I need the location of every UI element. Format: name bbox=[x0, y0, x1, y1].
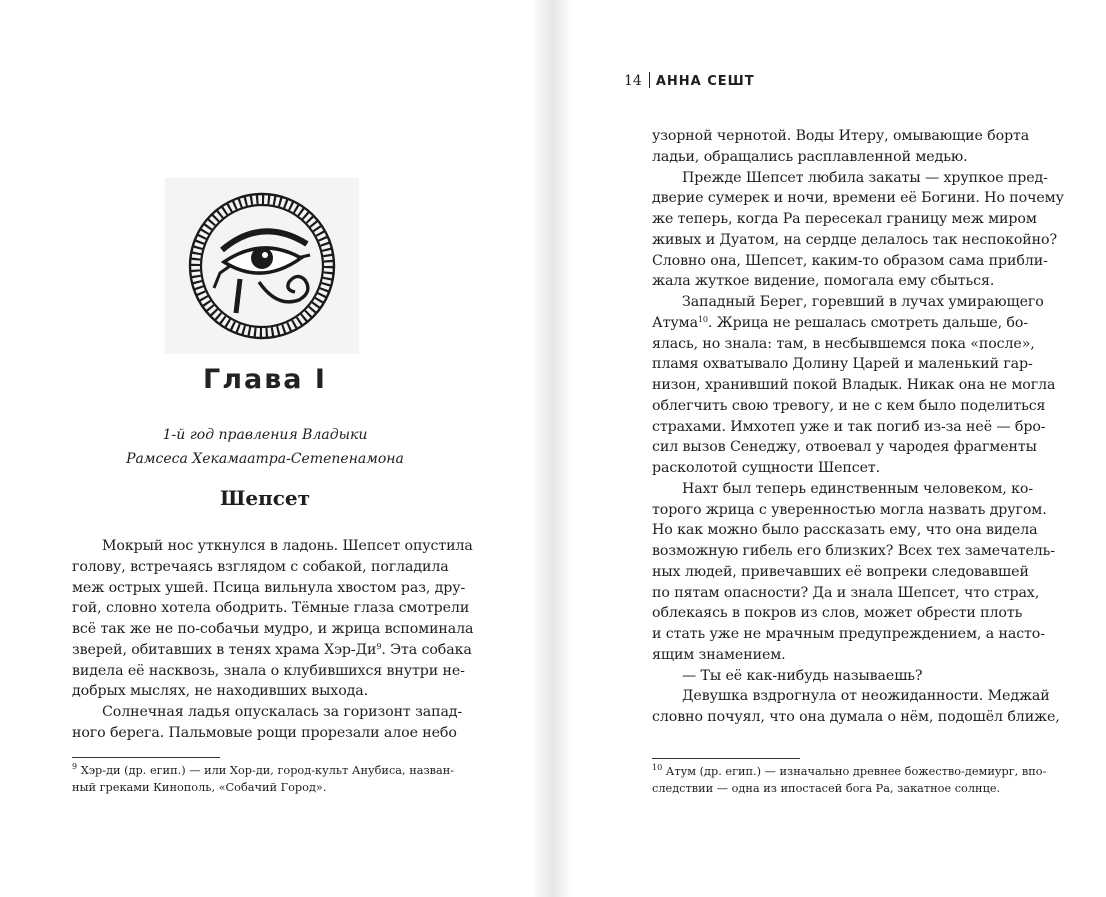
footnote-line: следствии — одна из ипостасей бога Ра, закатное солнце. bbox=[652, 782, 1001, 795]
text-line: пламя охватывало Долину Царей и маленький гар- bbox=[652, 356, 1033, 373]
text-line: Словно она, Шепсет, каким-то образом сама прибли- bbox=[652, 252, 1048, 269]
right-body-text bbox=[652, 126, 1064, 728]
footnote-ref: 9 bbox=[376, 641, 382, 651]
footnote-number: 9 bbox=[72, 762, 78, 771]
running-head bbox=[624, 72, 755, 89]
text-line: — Ты её как-нибудь называешь? bbox=[682, 667, 923, 684]
chapter-emblem bbox=[165, 178, 359, 354]
eye-of-horus-icon bbox=[177, 178, 347, 348]
footnote-divider bbox=[652, 758, 800, 759]
footnote-number: 10 bbox=[652, 763, 663, 772]
text-line: ного берега. Пальмовые рощи прорезали алое небо bbox=[72, 724, 457, 741]
text-line: дверие сумерек и ночи, времени её Богини. Но почему bbox=[652, 190, 1064, 207]
gutter-shadow bbox=[531, 0, 553, 897]
text-segment: зверей, обитавших в тенях храма Хэр-Ди bbox=[72, 641, 377, 658]
footnote-text: Хэр-ди (др. егип.) — или Хор-ди, город-культ Анубиса, назван- bbox=[80, 764, 455, 777]
footnote-line bbox=[72, 762, 455, 779]
text-line: Но как можно было рассказать ему, что она видела bbox=[652, 522, 1038, 539]
text-line: возможную гибель его близких? Всех тех замечатель- bbox=[652, 543, 1055, 559]
text-line: Нахт был теперь единственным человеком, ко- bbox=[682, 480, 1034, 497]
author-name: АННА СЕШТ bbox=[655, 74, 755, 89]
footnote bbox=[72, 762, 455, 796]
footnote-ref: 10 bbox=[697, 314, 708, 324]
chapter-title: Глава I bbox=[203, 364, 327, 395]
subtitle-line: Рамсеса Хекамаатра-Сетепенамона bbox=[126, 451, 404, 467]
section-title: Шепсет bbox=[219, 486, 311, 510]
gutter-shadow bbox=[553, 0, 571, 897]
text-line: ящим знамением. bbox=[652, 646, 786, 663]
text-segment: . Жрица не решалась смотреть дальше, бо- bbox=[707, 314, 1028, 331]
text-line: по пятам опасности? Да и знала Шепсет, что страх, bbox=[652, 584, 1040, 601]
subtitle-line: 1-й год правления Владыки bbox=[162, 427, 368, 443]
text-line: расколотой сущности Шепсет. bbox=[652, 460, 881, 476]
left-body-text bbox=[72, 536, 474, 744]
text-segment: Атума bbox=[652, 314, 698, 331]
footnote-line: ный греками Кинополь, «Собачий Город». bbox=[72, 781, 327, 794]
text-line: Западный Берег, горевший в лучах умирающего bbox=[682, 294, 1044, 310]
page-number: 14 bbox=[624, 73, 642, 89]
text-line: добрых мыслях, не находивших выхода. bbox=[72, 683, 369, 700]
text-line: страхами. Имхотеп уже и так погиб из-за неё — бро- bbox=[652, 418, 1046, 435]
text-line: Солнечная ладья опускалась за горизонт запад- bbox=[102, 704, 463, 720]
footnote-divider bbox=[72, 757, 220, 758]
text-line: Девушка вздрогнула от неожиданности. Меджай bbox=[682, 688, 1050, 705]
text-line: гой, словно хотела ободрить. Тёмные глаза смотрели bbox=[72, 600, 470, 617]
text-line: сил вызов Сенеджу, отвоевал у чародея фрагменты bbox=[652, 439, 1037, 456]
text-line: ялась, но знала: там, в несбывшемся пока «после», bbox=[652, 335, 1035, 352]
text-line: словно почуял, что она думала о нём, подошёл ближе, bbox=[652, 709, 1060, 725]
text-segment: . Эта собака bbox=[381, 641, 472, 658]
text-line bbox=[72, 640, 472, 661]
text-line: облегчить свою тревогу, и не с кем было поделиться bbox=[652, 397, 1046, 414]
text-line: голову, встречаясь взглядом с собакой, погладила bbox=[72, 558, 449, 575]
text-line: и стать уже не мрачным предупреждением, а насто- bbox=[652, 626, 1045, 642]
text-line: жала жуткое видение, помогала ему сбыться. bbox=[652, 273, 995, 290]
text-line: ладьи, обращались расплавленной медью. bbox=[652, 148, 968, 165]
text-line: торого жрица с уверенностью могла назвать другом. bbox=[652, 501, 1047, 518]
text-line: же теперь, когда Ра пересекал границу меж миром bbox=[652, 211, 1037, 227]
footnote-text: Атум (др. егип.) — изначально древнее божество-демиург, впо- bbox=[665, 765, 1047, 778]
text-line: живых и Дуатом, на сердце делалось так неспокойно? bbox=[652, 231, 1057, 248]
text-line bbox=[652, 313, 1035, 334]
text-line: Мокрый нос уткнулся в ладонь. Шепсет опустила bbox=[102, 538, 473, 554]
text-line: ных людей, привечавших её вопреки следовавшей bbox=[652, 563, 1029, 580]
text-line: низон, хранивший покой Владык. Никак она не могла bbox=[652, 377, 1056, 393]
text-line: видела её насквозь, знала о клубившихся внутри не- bbox=[72, 662, 465, 679]
header-divider bbox=[649, 72, 650, 88]
text-line: облекаясь в покров из слов, может обрести плоть bbox=[652, 605, 1023, 622]
text-line: меж острых ушей. Псица вильнула хвостом раз, дру- bbox=[72, 579, 466, 596]
text-line: узорной чернотой. Воды Итеру, омывающие борта bbox=[652, 128, 1030, 144]
footnote bbox=[652, 763, 1047, 797]
text-line: Прежде Шепсет любила закаты — хрупкое пред- bbox=[682, 169, 1048, 186]
text-line: всё так же не по-собачьи мудро, и жрица вспоминала bbox=[72, 621, 474, 637]
footnote-line bbox=[652, 763, 1047, 780]
chapter-subtitle bbox=[80, 423, 450, 471]
